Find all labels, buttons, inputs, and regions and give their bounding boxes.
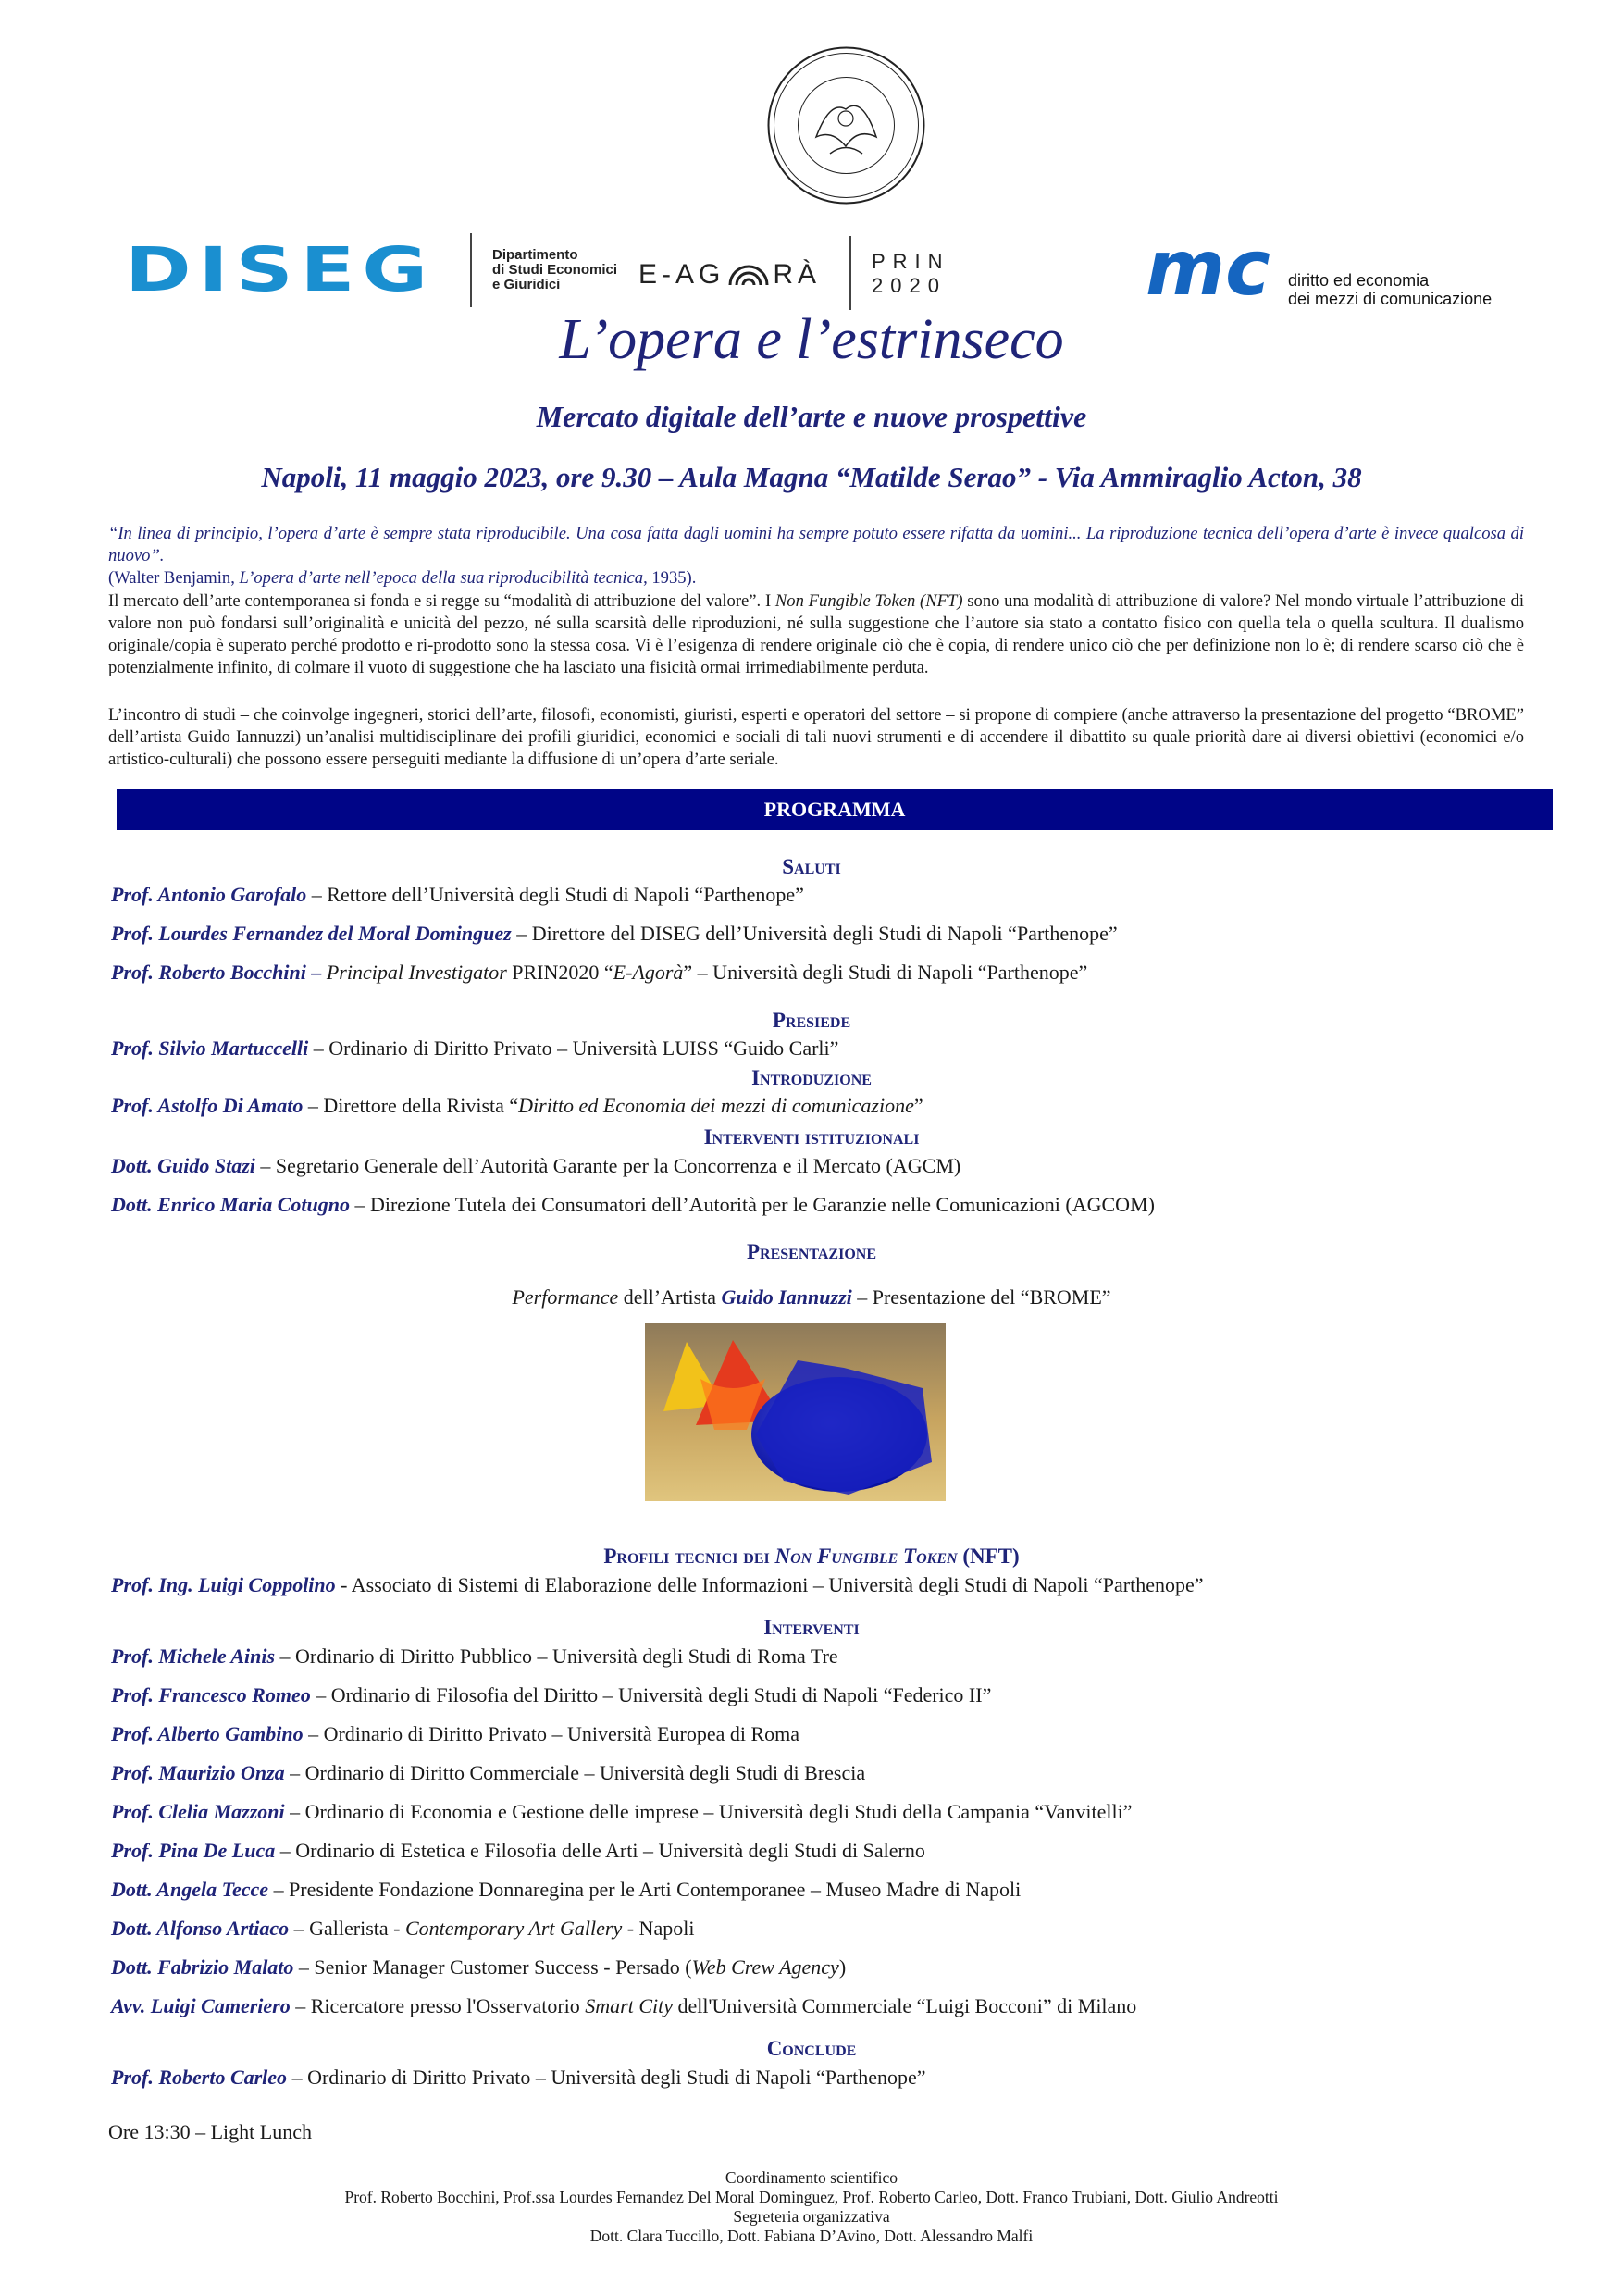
section-presentazione: Presentazione [746,1240,876,1263]
speaker-row [111,1955,1555,1980]
speaker-row [111,1036,1555,1061]
speaker-role: – Senior Manager Customer Success - Persado ( [293,1955,692,1979]
intro-nft: Non Fungible Token (NFT) [774,591,963,611]
speaker-name: Dott. Angela Tecce [111,1878,269,1901]
heading-text: (NFT) [957,1545,1020,1568]
speaker-role: – Segretario Generale dell’Autorità Garante per la Concorrenza e il Mercato (AGCM) [254,1154,961,1177]
e-agora-text-right: RÀ [773,259,822,290]
speaker-row [111,1799,1555,1825]
speaker-role: ) [838,1955,847,1979]
prin-year: 2020 [872,274,947,297]
mc-line: diritto ed economia [1288,271,1430,290]
speaker-role: – Rettore dell’Università degli Studi di Napoli “Parthenope” [306,883,804,906]
speaker-name: Prof. Roberto Carleo [111,2066,288,2089]
speaker-row [111,1760,1555,1786]
speaker-name: Dott. Fabrizio Malato [111,1955,294,1979]
speaker-name: Prof. Roberto Bocchini – [111,961,322,984]
speaker-name: Prof. Clelia Mazzoni [111,1800,285,1823]
speaker-row [111,1877,1555,1903]
speaker-role: – Ordinario di Diritto Privato – Università LUISS “Guido Carli” [308,1036,839,1060]
mc-line: dei mezzi di comunicazione [1288,290,1493,308]
speaker-name: Prof. Alberto Gambino [111,1722,304,1745]
speaker-row [111,1192,1555,1218]
gallery-name: Contemporary Art Gallery [404,1917,623,1940]
speaker-name: Prof. Ing. Luigi Coppolino [111,1573,336,1596]
presentation-text: – Presentazione del “BROME” [851,1285,1111,1309]
prin-2020-logo [872,250,950,298]
svg-text:DISEG: DISEG [125,242,435,298]
speaker-role: – Ordinario di Diritto Privato – Università degli Studi di Napoli “Parthenope” [287,2066,926,2089]
speaker-role: – Ordinario di Diritto Privato – Università Europea di Roma [303,1722,800,1745]
speaker-name: Dott. Alfonso Artiaco [111,1917,290,1940]
dept-line: Dipartimento [492,247,578,263]
speaker-row [111,1682,1555,1708]
speaker-role: – Gallerista - [289,1917,405,1940]
artist-name: Guido Iannuzzi [721,1285,852,1309]
section-profili-tecnici [0,1545,1623,1569]
benjamin-quote [108,523,1524,590]
speaker-role: – Ordinario di Diritto Commerciale – Università degli Studi di Brescia [284,1761,866,1784]
agency-name: Web Crew Agency [691,1955,839,1979]
speaker-name: Prof. Francesco Romeo [111,1683,311,1706]
speaker-row [111,1093,1555,1119]
svg-text:mc: mc [1146,241,1270,305]
intro-paragraph: L’incontro di studi – che coinvolge ingegneri, storici dell’arte, filosofi, economisti, giuristi, esperti e operatori del settore – si propone di compiere (anche attraverso la presentazione del progetto “BROME” dell’artista Guido Iannuzzi) un’analisi multidisciplinare dei profili giuridici, economici e sociali di tali nuovi strumenti e di accendere il dibattito su quale priorità dare ai diversi obiettivi (economici e/o artistico-culturali) che possono essere perseguiti mediante la diffusione di un’opera d’arte seriale. [108,705,1524,769]
quote-attribution-end: , 1935). [643,568,697,588]
speaker-role: – Ricercatore presso l'Osservatorio [290,1994,586,2017]
speaker-name: Prof. Michele Ainis [111,1644,276,1668]
section-introduzione: Introduzione [751,1066,872,1089]
footer-coord-names: Prof. Roberto Bocchini, Prof.ssa Lourdes Fernandez Del Moral Dominguez, Prof. Roberto Carleo, Dott. Franco Trubiani, Dott. Giulio Andreotti [344,2188,1279,2206]
intro-text: sono una modalità di attribuzione di valore? Nel mondo virtuale l’attribuzione di valore non può fondarsi sull’originalità e unicità del pezzo, né sulla scarsità delle riproduzioni, né sulla suggestione che l’autore sia stato a contatto fisico con quella tela o quella scultura. Il dualismo originale/copia è superato perché prodotto e ri-prodotto sono la stessa cosa. Vi è l’esigenza di rendere originale ciò che è copia, di rendere unico ciò che per definizione non lo è; di rendere scarso ciò che è potenzialmente infinito, di colmare il vuoto di suggestione che ha lasciato una fisicità ormai irrimediabilmente perduta. [108,591,1524,677]
programma-banner: PROGRAMMA [117,789,1553,830]
speaker-name: Dott. Guido Stazi [111,1154,255,1177]
diseg-logo [125,242,440,298]
speaker-name: Prof. Pina De Luca [111,1839,276,1862]
intro-text: Il mercato dell’arte contemporanea si fonda e si regge su “modalità di attribuzione del valore”. I [108,591,775,611]
speaker-role: – Direttore della Rivista “ [303,1094,519,1117]
lunch-note: Ore 13:30 – Light Lunch [108,2120,312,2143]
speaker-role: dell'Università Commerciale “Luigi Bocconi” di Milano [673,1994,1137,2017]
speaker-role: - Napoli [622,1917,695,1940]
speaker-role: – Direttore del DISEG dell’Università degli Studi di Napoli “Parthenope” [511,922,1118,945]
observatory-name: Smart City [585,1994,674,2017]
speaker-row [111,921,1555,947]
e-agora-logo [638,259,821,291]
performance-label: Performance [512,1285,619,1309]
speaker-role: - Associato di Sistemi di Elaborazione delle Informazioni – Università degli Studi di Napoli “Parthenope” [335,1573,1204,1596]
heading-nft: Non Fungible Token [774,1545,958,1568]
section-conclude: Conclude [766,2037,857,2060]
speaker-name: Dott. Enrico Maria Cotugno [111,1193,350,1216]
quote-book-title: L’opera d’arte nell’epoca della sua riproducibilità tecnica [239,568,644,588]
speaker-name: Prof. Antonio Garofalo [111,883,307,906]
page-subtitle: Mercato digitale dell’arte e nuove prospettive [536,400,1087,433]
speaker-row [111,1721,1555,1747]
speaker-role: ” [913,1094,923,1117]
speaker-row [111,1644,1555,1669]
footer-seg-names: Dott. Clara Tuccillo, Dott. Fabiana D’Avino, Dott. Alessandro Malfi [589,2227,1034,2245]
event-details: Napoli, 11 maggio 2023, ore 9.30 – Aula Magna “Matilde Serao” - Via Ammiraglio Acton, 38 [261,461,1362,493]
footer-seg-label: Segreteria organizzativa [733,2207,890,2226]
footer-coord-label: Coordinamento scientifico [725,2168,898,2187]
speaker-row [111,1572,1555,1598]
quote-attribution: (Walter Benjamin, [108,568,240,588]
page-title: L’opera e l’estrinseco [559,308,1064,371]
diseg-department-text [492,248,617,292]
speaker-name: Prof. Maurizio Onza [111,1761,285,1784]
speaker-name: Prof. Astolfo Di Amato [111,1094,304,1117]
speaker-role: – Presidente Fondazione Donnaregina per le Arti Contemporanee – Museo Madre di Napoli [268,1878,1022,1901]
mc-logo [1146,241,1275,305]
section-interventi: Interventi [763,1616,860,1639]
speaker-row [111,1916,1555,1942]
speaker-name: Avv. Luigi Cameriero [111,1994,291,2017]
speaker-name: Prof. Lourdes Fernandez del Moral Dominguez [111,922,512,945]
logo-divider [849,236,851,310]
speaker-role: PRIN2020 “ [506,961,613,984]
speaker-row [111,2065,1555,2091]
speaker-row [111,1838,1555,1864]
speaker-row [111,1993,1555,2019]
dept-line: e Giuridici [492,277,561,292]
section-presiede: Presiede [772,1009,851,1032]
speaker-row [111,960,1555,986]
intro-paragraph [108,590,1524,679]
mc-journal-name [1288,271,1492,308]
speaker-row [111,882,1555,908]
heading-text: Profili tecnici dei [603,1545,775,1568]
presentation-text: dell’Artista [618,1285,722,1309]
e-agora-text-left: E-AG [638,259,725,290]
quote-text: “In linea di principio, l’opera d’arte è sempre stata riproducibile. Una cosa fatta dagli uomini ha sempre potuto essere rifatta da uomini... La riproduzione tecnica dell’opera d’arte è invece qualcosa di nuovo”. [108,524,1524,565]
agora-arch-icon [728,263,769,287]
speaker-role: E-Agorà [613,961,684,984]
university-seal-logo [765,44,927,206]
speaker-role: – Direzione Tutela dei Consumatori dell’Autorità per le Garanzie nelle Comunicazioni (AGCOM) [349,1193,1155,1216]
speaker-role: – Ordinario di Economia e Gestione delle imprese – Università degli Studi della Campania “Vanvitelli” [284,1800,1133,1823]
dept-line: di Studi Economici [492,262,618,278]
presentation-row [0,1285,1623,1309]
speaker-role: – Ordinario di Estetica e Filosofia delle Arti – Università degli Studi di Salerno [275,1839,925,1862]
speaker-role: Principal Investigator [321,961,507,984]
journal-name: Diritto ed Economia dei mezzi di comunicazione [518,1094,914,1117]
prin-line: PRIN [872,250,950,273]
speaker-role: – Ordinario di Filosofia del Diritto – Università degli Studi di Napoli “Federico II” [310,1683,992,1706]
speaker-role: – Ordinario di Diritto Pubblico – Università degli Studi di Roma Tre [275,1644,838,1668]
logo-divider [470,233,472,307]
section-saluti: Saluti [782,855,841,878]
speaker-name: Prof. Silvio Martuccelli [111,1036,309,1060]
brome-artwork-photo [645,1323,946,1501]
speaker-row [111,1153,1555,1179]
section-interventi-istituzionali: Interventi istituzionali [703,1125,920,1148]
speaker-role: ” – Università degli Studi di Napoli “Parthenope” [683,961,1088,984]
